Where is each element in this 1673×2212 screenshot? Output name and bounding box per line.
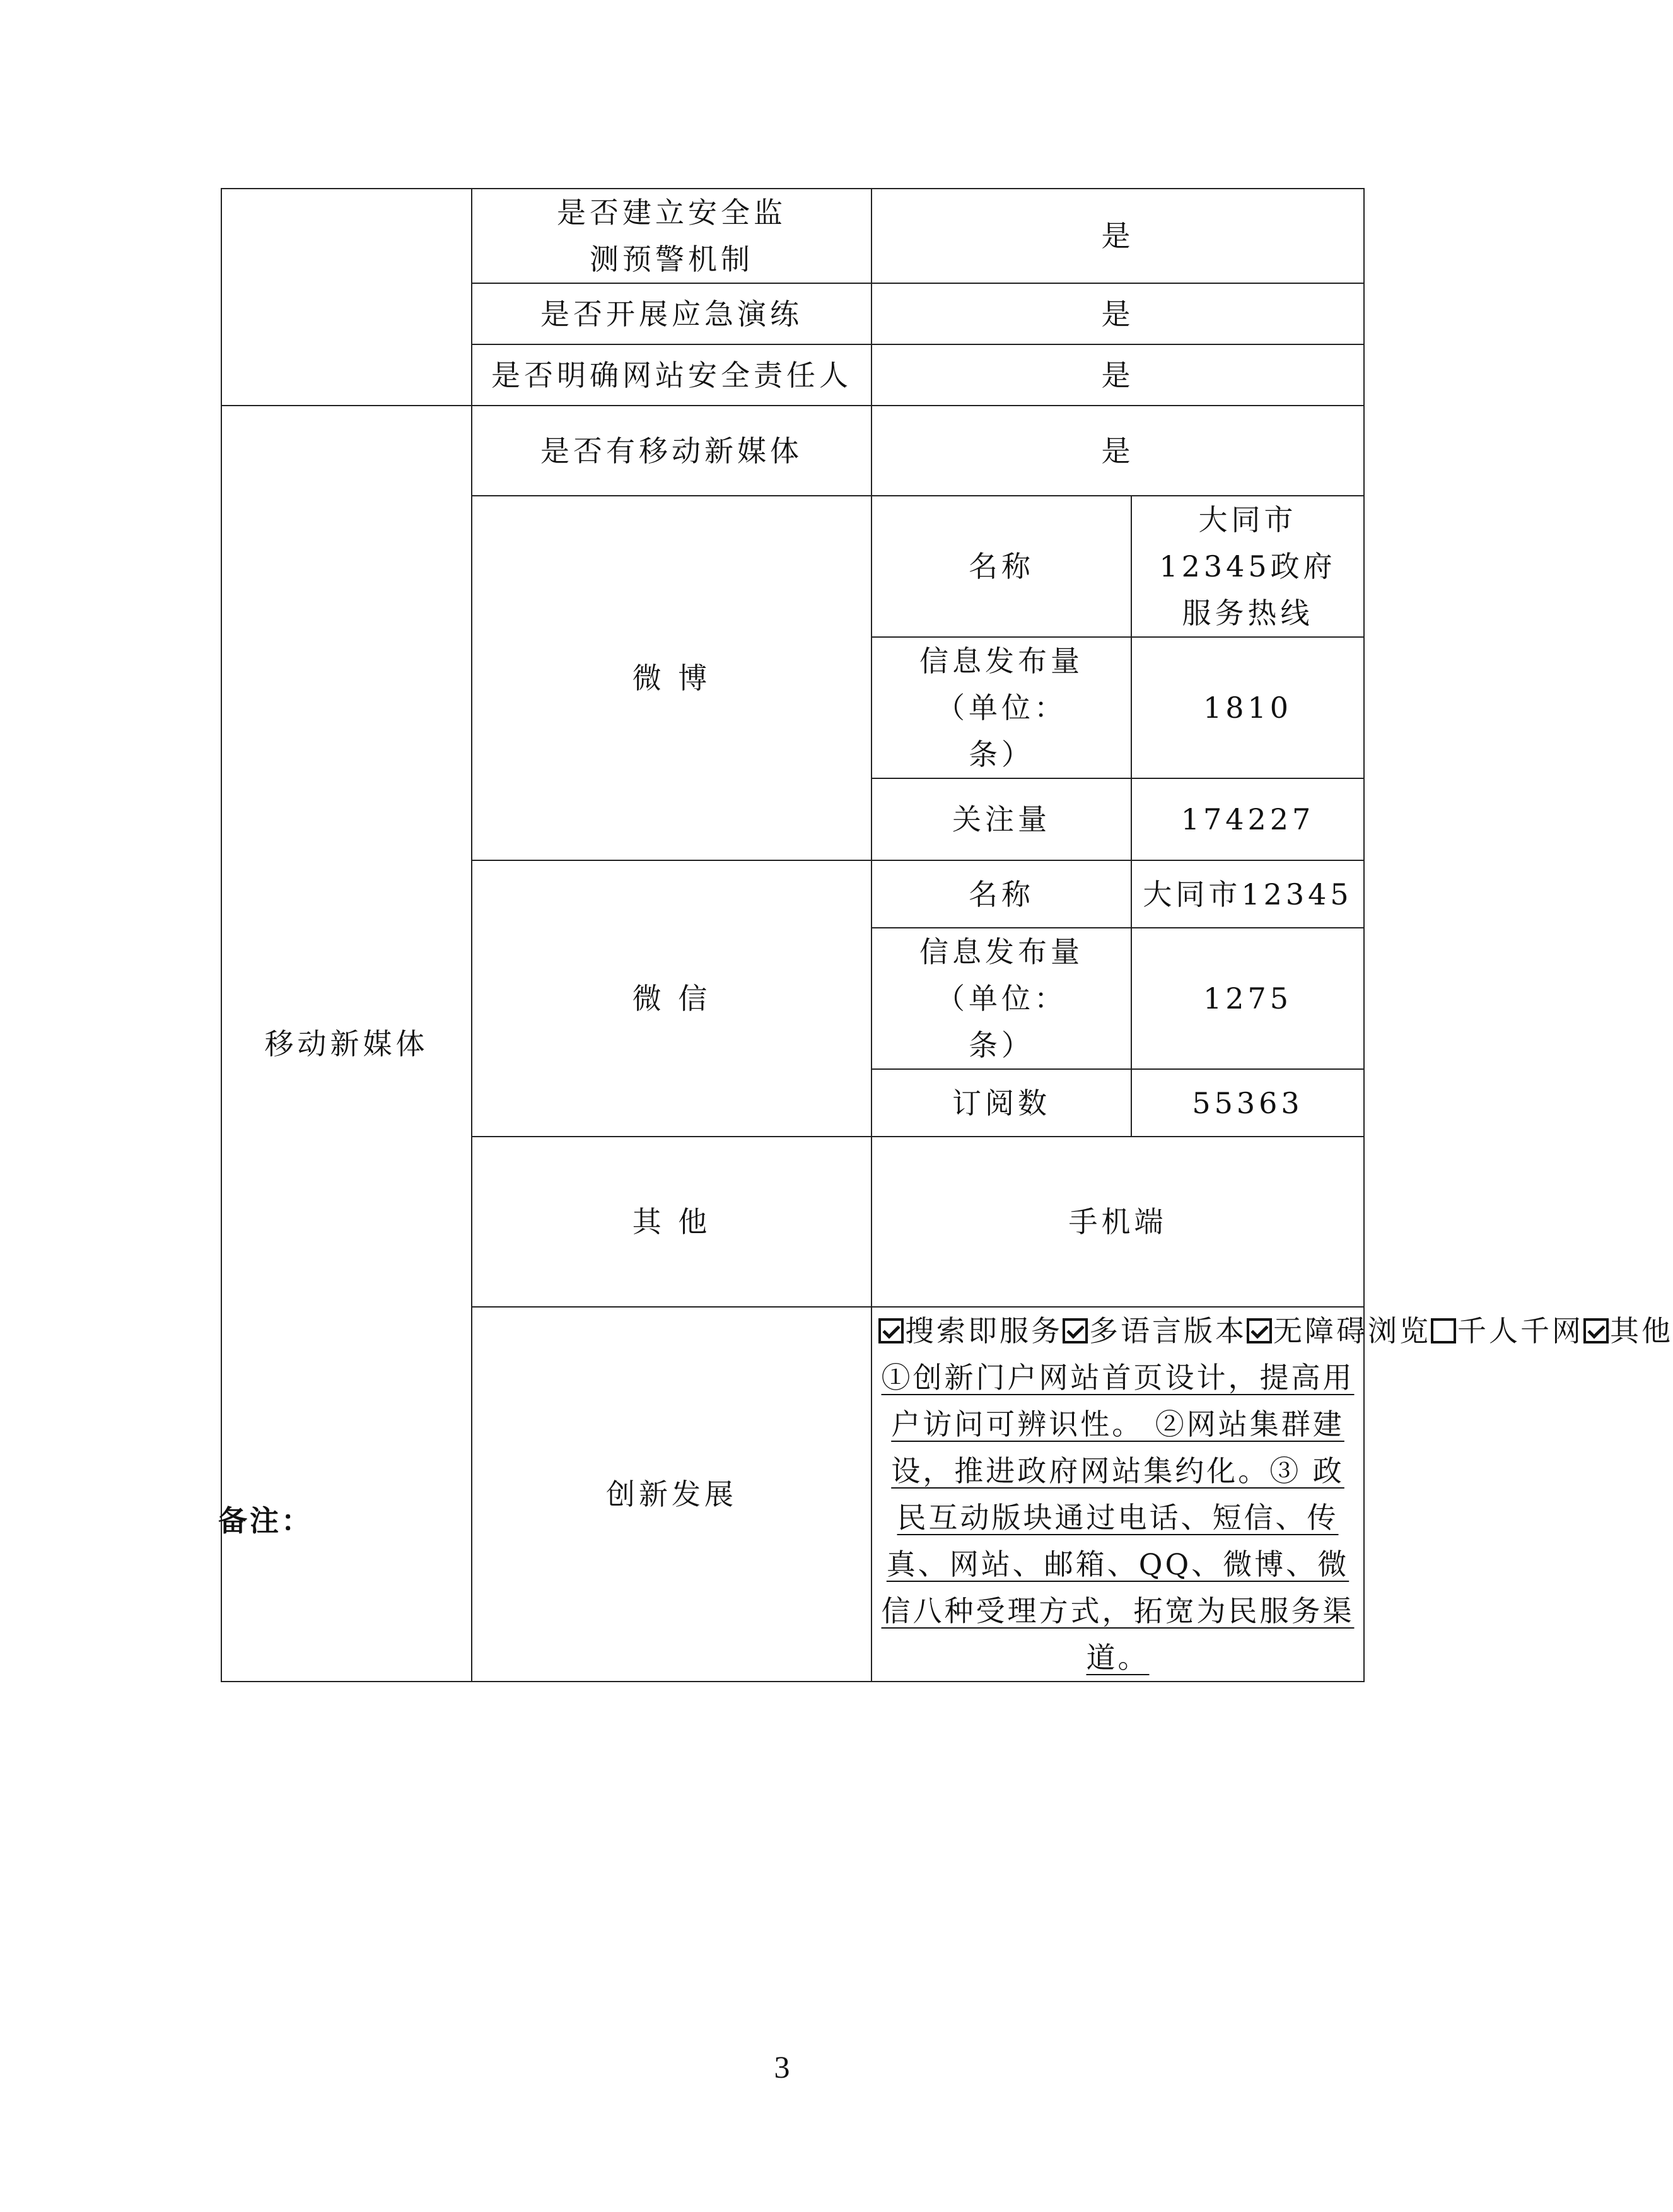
security-value: 是 (871, 283, 1364, 344)
wechat-subscribers-value: 55363 (1131, 1069, 1364, 1137)
info-table (221, 188, 1673, 1682)
wechat-name-value: 大同市12345 (1131, 860, 1364, 928)
checkbox-accessibility[interactable] (1247, 1318, 1272, 1343)
security-value: 是 (871, 189, 1364, 283)
option-label: 千人千网 (1457, 1314, 1583, 1348)
has-mobile-value: 是 (871, 406, 1364, 496)
option-label: 多语言版本 (1089, 1314, 1247, 1348)
weibo-posts-label: 信息发布量（单位：条） (871, 637, 1131, 778)
page-number: 3 (774, 2049, 790, 2085)
wechat-subscribers-label: 订阅数 (871, 1069, 1131, 1137)
weibo-followers-value: 174227 (1131, 778, 1364, 860)
innovation-options (878, 1308, 1673, 1354)
checkbox-personalized[interactable] (1431, 1318, 1456, 1343)
checkbox-other[interactable] (1583, 1318, 1609, 1343)
checkbox-multilingual[interactable] (1063, 1318, 1088, 1343)
security-label: 是否建立安全监测预警机制 (472, 189, 871, 283)
weibo-posts-value: 1810 (1131, 637, 1364, 778)
table-row (221, 406, 1364, 496)
security-value: 是 (871, 344, 1364, 406)
remark-label: 备注： (218, 1504, 313, 1538)
wechat-label: 微 信 (472, 860, 871, 1137)
other-label: 其 他 (472, 1137, 871, 1307)
security-category-cell (221, 189, 472, 406)
option-label: 搜索即服务 (905, 1314, 1063, 1348)
wechat-posts-value: 1275 (1131, 928, 1364, 1069)
innovation-cell (871, 1307, 1673, 1682)
option-label: 无障碍浏览 (1273, 1314, 1431, 1348)
table-row (221, 189, 1364, 283)
innovation-category-label: 创新发展 (472, 1307, 871, 1682)
option-label: 其他 (1610, 1314, 1673, 1348)
has-mobile-label: 是否有移动新媒体 (472, 406, 871, 496)
checkbox-search-service[interactable] (878, 1318, 904, 1343)
weibo-label: 微 博 (472, 496, 871, 860)
wechat-name-label: 名称 (871, 860, 1131, 928)
security-label: 是否开展应急演练 (472, 283, 871, 344)
weibo-followers-label: 关注量 (871, 778, 1131, 860)
mobile-category-label: 移动新媒体 (221, 406, 472, 1682)
weibo-name-value: 大同市12345政府服务热线 (1131, 496, 1364, 637)
security-label: 是否明确网站安全责任人 (472, 344, 871, 406)
wechat-posts-label: 信息发布量（单位：条） (871, 928, 1131, 1069)
weibo-name-label: 名称 (871, 496, 1131, 637)
other-value: 手机端 (871, 1137, 1364, 1307)
innovation-description: ①创新门户网站首页设计，提高用户访问可辨识性。 ②网站集群建设，推进政府网站集约化。③ 政民互动版块通过电话、短信、传真、网站、邮箱、QQ、微博、微信八种受理方式，拓宽为民服务渠道。 (881, 1361, 1355, 1675)
